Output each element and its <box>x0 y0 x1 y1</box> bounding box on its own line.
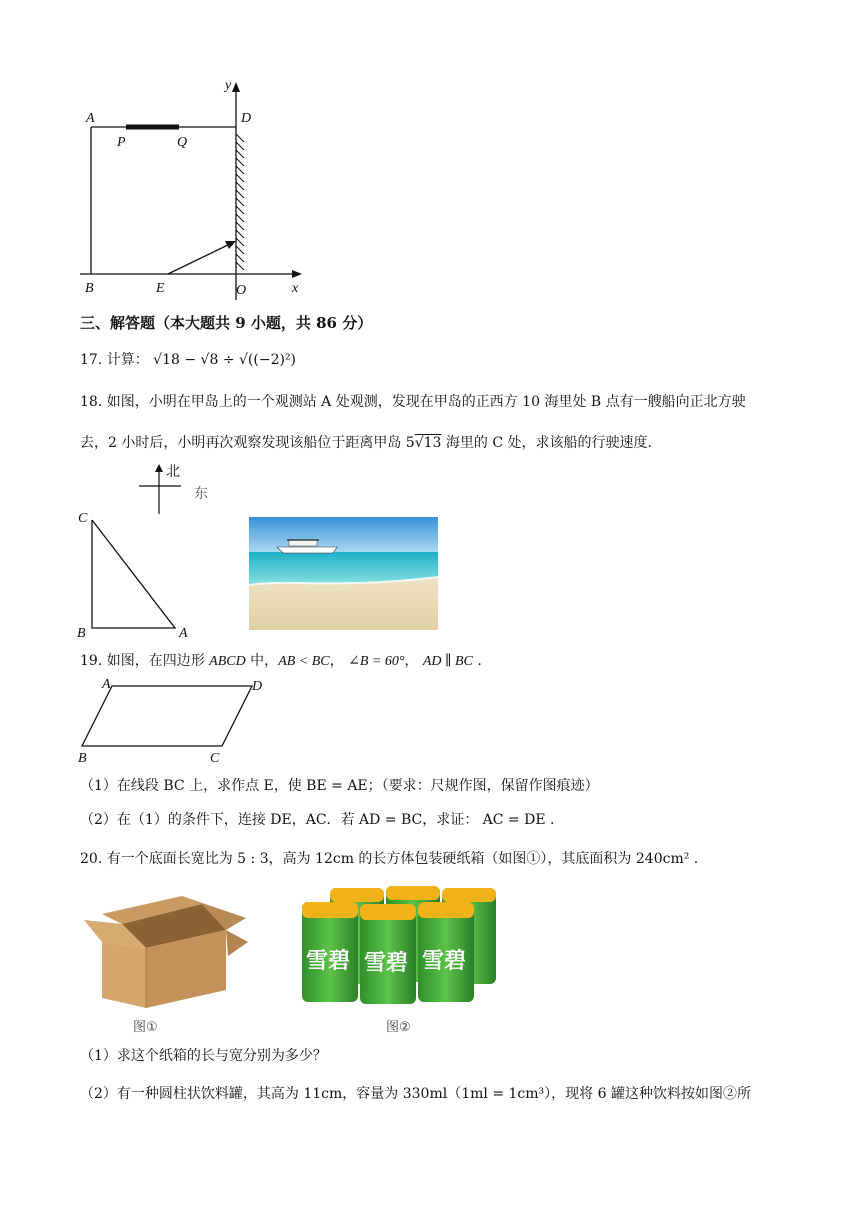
label-D: D <box>241 111 252 126</box>
can-label-2: 雪碧 <box>364 951 409 976</box>
label-P: P <box>117 135 126 150</box>
q17-expression: √18 − √8 ÷ √((−2)²) <box>153 352 297 368</box>
parallelogram-figure <box>72 674 272 770</box>
q17-number: 17. <box>80 352 103 368</box>
figure-1-caption: 图① <box>133 1020 158 1035</box>
q18-sqrt: √13 <box>414 435 442 451</box>
q20-part1: （1）求这个纸箱的长与宽分别为多少？ <box>80 1048 327 1064</box>
can-label-3: 雪碧 <box>422 949 467 974</box>
q19-abcd: ABCD <box>209 654 246 669</box>
compass-north: 北 <box>166 464 180 480</box>
q17-text: 计算： <box>106 352 149 368</box>
q19-line1: 19. 如图，在四边形 ABCD 中，AB < BC， ∠B = 60°， AD ∥ BC . <box>80 653 482 669</box>
q20-part2: （2）有一种圆柱状饮料罐，其高为 11cm，容量为 330ml（1ml = 1cm³），现将 6 罐这种饮料按如图②所 <box>80 1086 751 1102</box>
label-E: E <box>156 281 165 296</box>
q18-line1: 18. 如图，小明在甲岛上的一个观测站 A 处观测，发现在甲岛的正西方 10 海里处 B 点有一艘船向正北方驶 <box>80 394 746 410</box>
q19-cond3: AD ∥ BC <box>422 654 473 669</box>
q18-line2b: 海里的 C 处，求该船的行驶速度. <box>445 435 652 451</box>
label-B: B <box>85 281 94 296</box>
q18-sqrt-value: 13 <box>423 435 442 451</box>
label-O: O <box>236 283 247 298</box>
figure-2-caption: 图② <box>386 1020 411 1035</box>
q20-line1: 20. 有一个底面长宽比为 5 : 3，高为 12cm 的长方体包装硬纸箱（如图①），其底面积为 240cm² . <box>80 851 699 867</box>
can-label-1: 雪碧 <box>306 949 351 974</box>
cardboard-box-image <box>78 890 250 1010</box>
tri-label-A: A <box>179 626 188 641</box>
triangle-figure <box>72 504 202 644</box>
label-y: y <box>225 78 232 93</box>
compass-east: 东 <box>194 486 208 502</box>
q18-line2a: 去，2 小时后，小明再次观察发现该船位于距离甲岛 5 <box>80 435 415 451</box>
para-label-B: B <box>78 751 87 766</box>
label-x: x <box>292 281 299 296</box>
tri-label-B: B <box>77 626 86 641</box>
para-label-C: C <box>210 751 220 766</box>
para-label-D: D <box>252 679 263 694</box>
coordinate-figure <box>70 74 320 304</box>
tri-label-C: C <box>78 511 88 526</box>
para-label-A: A <box>102 677 111 692</box>
question-17 <box>80 350 296 370</box>
q19-cond2: ∠B = 60° <box>348 654 405 669</box>
q19-part1: （1）在线段 BC 上，求作点 E，使 BE = AE；（要求：尺规作图，保留作图痕迹） <box>80 778 599 794</box>
label-Q: Q <box>177 135 188 150</box>
q18-line2 <box>80 433 652 453</box>
q19-part2: （2）在（1）的条件下，连接 DE，AC．若 AD = BC，求证： AC = DE . <box>80 812 555 828</box>
label-A: A <box>86 111 95 126</box>
beach-boat-photo <box>249 517 438 630</box>
q19-cond1: AB < BC <box>278 654 330 669</box>
q19-in: 中， <box>245 653 279 669</box>
section-heading: 三、解答题（本大题共 9 小题，共 86 分） <box>80 314 373 332</box>
q19-intro: 19. 如图，在四边形 <box>80 653 210 669</box>
soda-cans-image <box>298 882 500 1006</box>
